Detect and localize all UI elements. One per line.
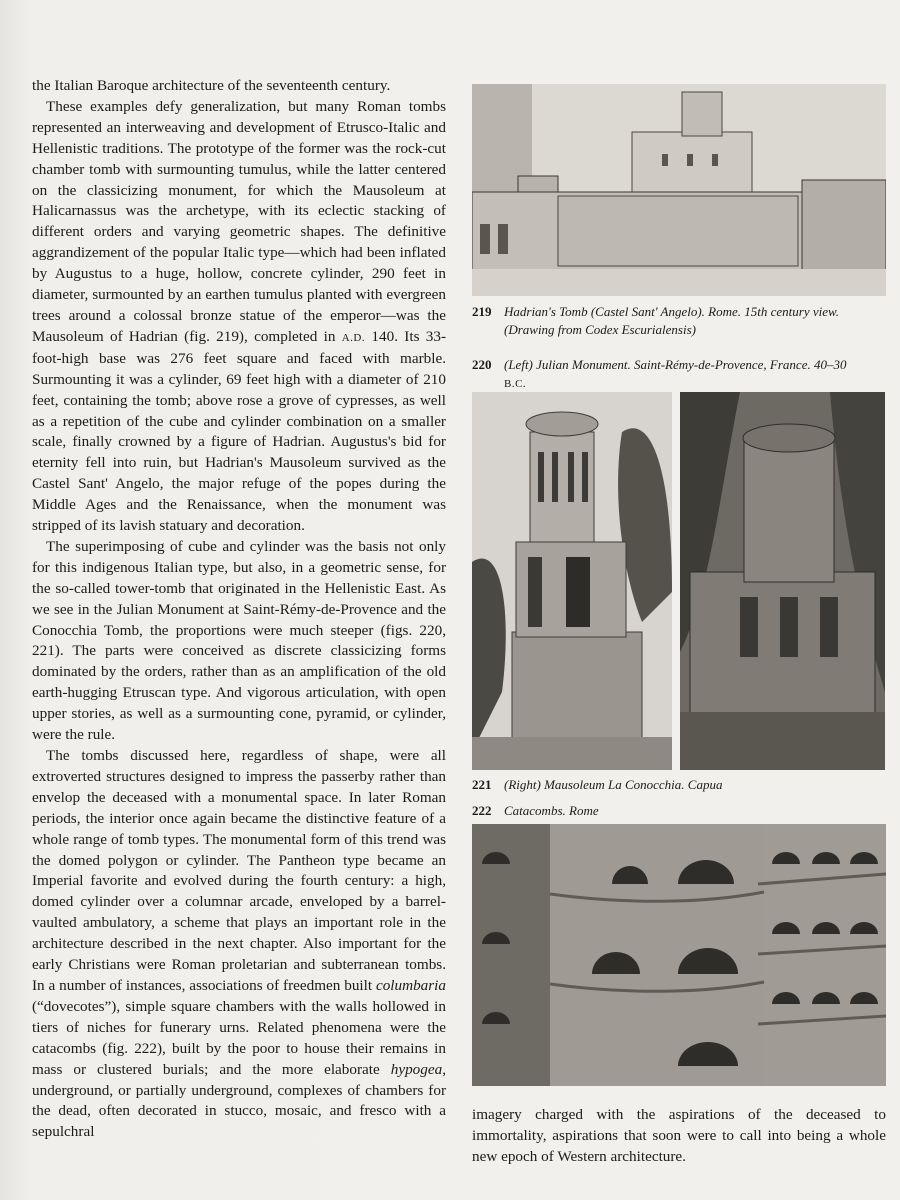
caption-text-220-main: (Left) Julian Monument. Saint-Rémy-de-Provence, France. 40–30 (504, 357, 847, 372)
era-abbrev: A.D. (341, 331, 366, 344)
paragraph-3-part-c: , underground, or partially underground, complexes of chambers for the dead, often decorated in stucco, mosaic, and fresco with a sepulchral (32, 1060, 446, 1141)
paragraph-1-part-a: These examples defy generalization, but many Roman tombs represented an interweaving and development of Etrusco-Italic and Hellenistic traditions. The prototype of the former was the rock-cut chamber tomb with surmounting tumulus, while the latter centered on the classicizing monument, for which the Mausoleum at Halicarnassus was the archetype, with its eclectic stacking of different orders and varying geometric shapes. The definitive aggrandizement of the popular Italic type—which had been inflated by Augustus to a huge, hollow, concrete cylinder, 290 feet in diameter, surmounted by an earthen tumulus planted with evergreen trees around a colossal bronze statue of the emperor—was the Mausoleum of Hadrian (fig. 219), completed in (32, 97, 446, 345)
figure-221-photo (680, 392, 885, 770)
right-bottom-text: imagery charged with the aspirations of the deceased to immortality, aspirations that soon were to call into being a whole new epoch of Western architecture. (472, 1106, 886, 1165)
paragraph-3-part-b: (“dovecotes”), simple square chambers with the walls hollowed in tiers of niches for funerary urns. Related phenomena were the catacombs (fig. 222), built by the poor to house their remains in mass or clustered burials; and the more elaborate (32, 997, 446, 1078)
conocchia-image (680, 392, 885, 770)
caption-text-219: Hadrian's Tomb (Castel Sant' Angelo). Rome. 15th century view. (Drawing from Codex Escurialensis) (504, 304, 839, 337)
left-text-column (32, 76, 446, 1143)
julian-monument-image (472, 392, 672, 770)
paragraph-3 (32, 746, 446, 1143)
caption-text-221: (Right) Mausoleum La Conocchia. Capua (504, 777, 723, 792)
paragraph-1-part-b: 140. Its 33-foot-high base was 276 feet square and faced with marble. Surmounting it was a cylinder, 69 feet high with a diameter of 210 feet, containing the tomb; above rose a grove of cypresses, as well as a repetition of the cube and cylinder combination on a smaller scale, finally crowned by a figure of Hadrian. Augustus's bid for eternity fell into ruin, but Hadrian's Mausoleum survived as the Castel Sant' Angelo, the major refuge of the popes during the Middle Ages and the Renaissance, when the monument was stripped of its lavish statuary and decoration. (32, 327, 447, 535)
paragraph-2: The superimposing of cube and cylinder was the basis not only for this indigenous Italian type, but also, in a geometric sense, for the so-called tower-tomb that originated in the Hellenistic East. As we see in the Julian Monument at Saint-Rémy-de-Provence and the Conocchia Tomb, the proportions were much steeper (figs. 220, 221). The parts were conceived as discrete classicizing forms dominated by the orders, rather than as an amplification of the old earth-hugging Etruscan type. And vigorous articulation, with open upper stories, as well as a surmounting cone, pyramid, or cylinder, were the rule. (32, 537, 446, 744)
figure-222-photo (472, 824, 886, 1086)
paragraph-1 (32, 97, 446, 537)
figure-number-222: 222 (472, 803, 492, 818)
caption-221 (472, 776, 886, 794)
figure-number-220: 220 (472, 357, 492, 372)
paragraph-0: the Italian Baroque architecture of the seventeenth century. (32, 77, 391, 94)
caption-219 (472, 303, 886, 339)
caption-text-220 (504, 356, 864, 393)
caption-222 (472, 802, 886, 820)
figure-number-221: 221 (472, 777, 492, 792)
term-columbaria: columbaria (375, 976, 446, 994)
caption-text-222: Catacombs. Rome (504, 803, 599, 818)
caption-220 (472, 356, 886, 393)
figure-number-219: 219 (472, 304, 492, 319)
term-hypogea: hypogea (390, 1060, 443, 1078)
figure-220-photo (472, 392, 672, 770)
castle-drawing-image (472, 84, 886, 296)
caption-era-220: B.C. (504, 378, 527, 390)
catacombs-image (472, 824, 886, 1086)
paragraph-3-part-a: The tombs discussed here, regardless of shape, were all extroverted structures designed to impress the passerby rather than envelop the deceased with a monumental space. In later Roman periods, the interior once again became the distinctive feature of a whole range of tomb types. The monumental form of this trend was the domed polygon or cylinder. The Pantheon type became an Imperial favorite and evolved during the fourth century: a high, domed cylinder over a columnar arcade, enveloped by a barrel-vaulted ambulatory, a scheme that plays an important role in the architecture described in the next chapter. Also important for the early Christians were Roman proletarian and subterranean tombs. In a number of instances, associations of freedmen built (32, 747, 446, 994)
figure-219-drawing (472, 84, 886, 296)
